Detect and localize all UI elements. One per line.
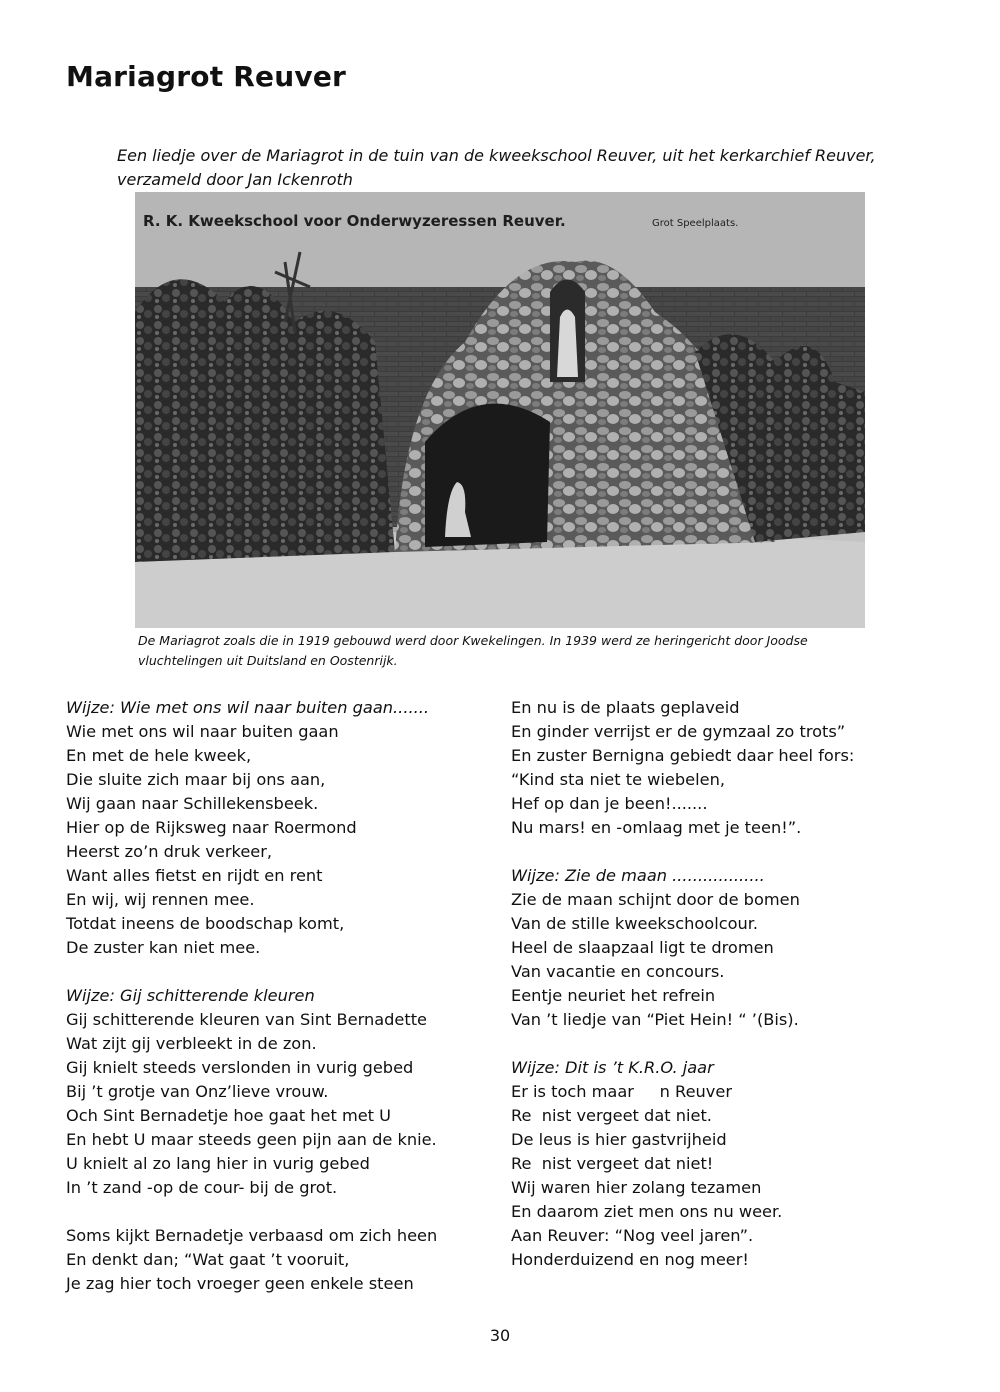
- verse-line: En nu is de plaats geplaveid: [511, 698, 740, 717]
- verse-line: Heel de slaapzaal ligt te dromen: [511, 938, 774, 957]
- verse-line: Och Sint Bernadetje hoe gaat het met U: [66, 1106, 392, 1125]
- photo-header-text: R. K. Kweekschool voor Onderwyzeressen Reuver.: [143, 212, 566, 230]
- stanza: [511, 696, 931, 840]
- verse-line: Hier op de Rijksweg naar Roermond: [66, 818, 357, 837]
- verse-line: Soms kijkt Bernadetje verbaasd om zich heen: [66, 1226, 438, 1245]
- verse-line: Zie de maan schijnt door de bomen: [511, 890, 800, 909]
- intro-text: Een liedje over de Mariagrot in de tuin van de kweekschool Reuver, uit het kerkarchief Reuver, verzameld door Jan Ickenroth: [117, 146, 876, 189]
- verse-line: Die sluite zich maar bij ons aan,: [66, 770, 326, 789]
- stanza-tune: Wijze: Wie met ons wil naar buiten gaan.......: [66, 698, 430, 717]
- stanza-tune: Wijze: Dit is ’t K.R.O. jaar: [511, 1058, 714, 1077]
- verse-line: En wij, wij rennen mee.: [66, 890, 255, 909]
- verse-line: Van ’t liedje van “Piet Hein! “ ’(Bis).: [511, 1010, 799, 1029]
- verse-line: De zuster kan niet mee.: [66, 938, 261, 957]
- verse-line: En met de hele kweek,: [66, 746, 252, 765]
- verse-line: Re nist vergeet dat niet!: [511, 1154, 714, 1173]
- verse-line: Honderduizend en nog meer!: [511, 1250, 749, 1269]
- verse-line: Van vacantie en concours.: [511, 962, 725, 981]
- stanza: [511, 1056, 931, 1272]
- verse-line: Want alles fietst en rijdt en rent: [66, 866, 323, 885]
- verse-line: En zuster Bernigna gebiedt daar heel fors:: [511, 746, 855, 765]
- verse-line: In ’t zand -op de cour- bij de grot.: [66, 1178, 338, 1197]
- verse-line: Wij gaan naar Schillekensbeek.: [66, 794, 319, 813]
- verse-line: Eentje neuriet het refrein: [511, 986, 716, 1005]
- stanza-tune: Wijze: Zie de maan ..................: [511, 866, 765, 885]
- verse-line: Wie met ons wil naar buiten gaan: [66, 722, 339, 741]
- right-column: [511, 696, 931, 1296]
- verse-line: U knielt al zo lang hier in vurig gebed: [66, 1154, 370, 1173]
- verse-line: Hef op dan je been!.......: [511, 794, 708, 813]
- stanza-tune: Wijze: Gij schitterende kleuren: [66, 986, 315, 1005]
- photo-label-text: Grot Speelplaats.: [652, 218, 739, 229]
- stanza: [66, 984, 486, 1200]
- verse-line: Bij ’t grotje van Onz’lieve vrouw.: [66, 1082, 329, 1101]
- stanza: [66, 696, 486, 960]
- verse-line: En ginder verrijst er de gymzaal zo trots”: [511, 722, 846, 741]
- verse-line: En denkt dan; “Wat gaat ’t vooruit,: [66, 1250, 350, 1269]
- verse-line: En daarom ziet men ons nu weer.: [511, 1202, 783, 1221]
- verse-line: Wat zijt gij verbleekt in de zon.: [66, 1034, 317, 1053]
- verse-line: Re nist vergeet dat niet.: [511, 1106, 712, 1125]
- grotto-photo: [135, 192, 865, 628]
- grotto-photo-illustration: [135, 192, 865, 628]
- stanza: [511, 864, 931, 1032]
- verse-line: Je zag hier toch vroeger geen enkele steen: [66, 1274, 414, 1293]
- verse-line: En hebt U maar steeds geen pijn aan de knie.: [66, 1130, 437, 1149]
- page-title: Mariagrot Reuver: [66, 60, 347, 93]
- verse-line: “Kind sta niet te wiebelen,: [511, 770, 725, 789]
- stanza: [66, 1224, 486, 1296]
- verse-line: Van de stille kweekschoolcour.: [511, 914, 759, 933]
- verse-line: Er is toch maar n Reuver: [511, 1082, 732, 1101]
- verse-line: Heerst zo’n druk verkeer,: [66, 842, 273, 861]
- photo-caption: De Mariagrot zoals die in 1919 gebouwd werd door Kwekelingen. In 1939 werd ze heringericht door Joodse vluchtelingen uit Duitsland en Oostenrijk.: [138, 633, 808, 668]
- verse-line: De leus is hier gastvrijheid: [511, 1130, 727, 1149]
- page-number: 30: [489, 1326, 511, 1345]
- verse-line: Gij knielt steeds verslonden in vurig gebed: [66, 1058, 414, 1077]
- verse-line: Totdat ineens de boodschap komt,: [66, 914, 345, 933]
- verse-line: Gij schitterende kleuren van Sint Bernadette: [66, 1010, 428, 1029]
- verse-line: Aan Reuver: “Nog veel jaren”.: [511, 1226, 754, 1245]
- left-column: [66, 696, 486, 1320]
- verse-line: Wij waren hier zolang tezamen: [511, 1178, 762, 1197]
- verse-line: Nu mars! en -omlaag met je teen!”.: [511, 818, 802, 837]
